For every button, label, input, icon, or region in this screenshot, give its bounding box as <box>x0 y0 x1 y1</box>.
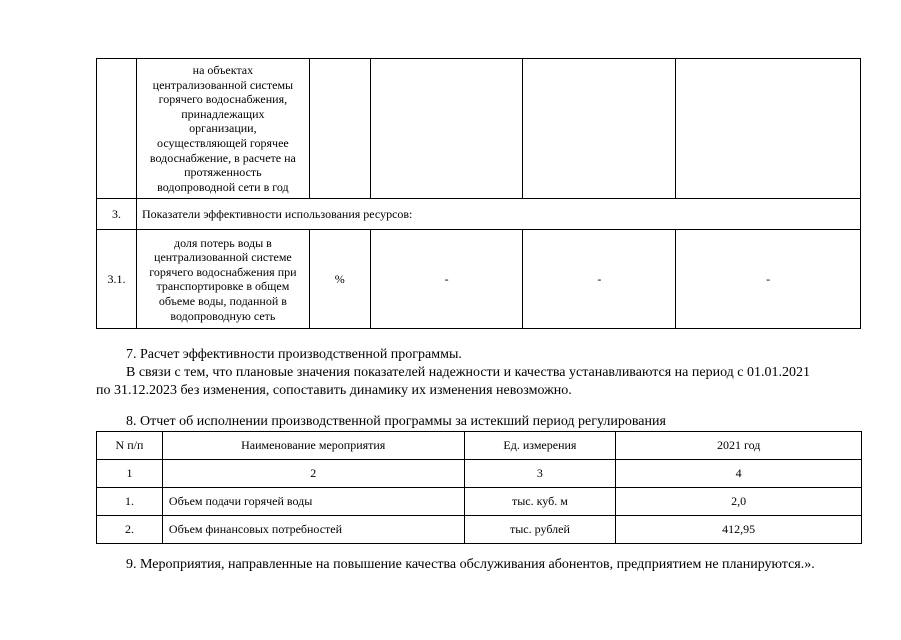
indicator-name-line: объеме воды, поданной в <box>158 293 287 308</box>
row-number <box>97 59 137 199</box>
section7-text-line: В связи с тем, что плановые значения показателей надежности и качества устанавливаются на период с 01.01.2021 <box>126 365 811 380</box>
section7-text-line: по 31.12.2023 без изменения, сопоставить динамику их изменения невозможно. <box>96 383 572 398</box>
value-cell: - <box>523 230 676 329</box>
value-cell: 412,95 <box>616 516 862 544</box>
indicator-name-line: водопроводную сеть <box>170 308 276 323</box>
section9-text: 9. Мероприятия, направленные на повышение качества обслуживания абонентов, предприятием не планируются.». <box>126 557 815 572</box>
section8-heading: 8. Отчет об исполнении производственной программы за истекший период регулирования <box>126 414 666 429</box>
value-cell: 2,0 <box>616 488 862 516</box>
unit-cell: % <box>309 230 370 329</box>
column-index: 1 <box>97 460 163 488</box>
indicator-name-line: горячего водоснабжения, <box>158 92 288 107</box>
column-index: 4 <box>616 460 862 488</box>
column-header: 2021 год <box>616 432 862 460</box>
row-number: 3.1. <box>97 230 137 329</box>
indicator-name <box>136 230 309 329</box>
column-index: 2 <box>162 460 464 488</box>
column-header: Ед. измерения <box>464 432 616 460</box>
table-row <box>97 516 862 544</box>
row-number: 1. <box>97 488 163 516</box>
unit-cell: тыс. рублей <box>464 516 616 544</box>
report-table <box>96 431 862 544</box>
value-cell <box>370 59 523 199</box>
table-row <box>97 230 861 329</box>
column-index: 3 <box>464 460 616 488</box>
indicator-name <box>136 59 309 199</box>
table-row <box>97 199 861 230</box>
section-title: Показатели эффективности использования ресурсов: <box>136 199 860 230</box>
value-cell: - <box>676 230 861 329</box>
indicator-name-line: на объектах <box>192 63 254 77</box>
unit-cell <box>309 59 370 199</box>
column-header: Наименование мероприятия <box>162 432 464 460</box>
value-cell <box>523 59 676 199</box>
value-cell <box>676 59 861 199</box>
table-row <box>97 488 862 516</box>
table-row <box>97 59 861 199</box>
indicator-name-line: водоснабжение, в расчете на <box>149 150 296 165</box>
unit-cell: тыс. куб. м <box>464 488 616 516</box>
value-cell: - <box>370 230 523 329</box>
indicator-name-line: централизованной системы <box>152 77 294 92</box>
column-header: N п/п <box>97 432 163 460</box>
indicator-name-line: горячего водоснабжения при <box>149 264 297 279</box>
indicator-name-line: протяженность <box>184 165 262 180</box>
indicator-name-line: принадлежащих <box>181 106 265 121</box>
row-number: 2. <box>97 516 163 544</box>
table-header-row <box>97 432 862 460</box>
activity-name: Объем подачи горячей воды <box>162 488 464 516</box>
indicator-name-line: организации, <box>189 121 257 136</box>
table-index-row <box>97 460 862 488</box>
indicator-name-line: осуществляющей горячее <box>157 135 289 150</box>
indicator-name-line: централизованной системе <box>154 250 292 265</box>
activity-name: Объем финансовых потребностей <box>162 516 464 544</box>
indicator-name-line: доля потерь воды в <box>173 235 272 250</box>
section-number: 3. <box>97 199 137 230</box>
indicator-name-line: транспортировке в общем <box>156 279 290 294</box>
indicators-table <box>96 58 861 329</box>
indicator-name-line: водопроводной сети в год <box>157 179 289 194</box>
section7-heading: 7. Расчет эффективности производственной программы. <box>126 347 462 362</box>
